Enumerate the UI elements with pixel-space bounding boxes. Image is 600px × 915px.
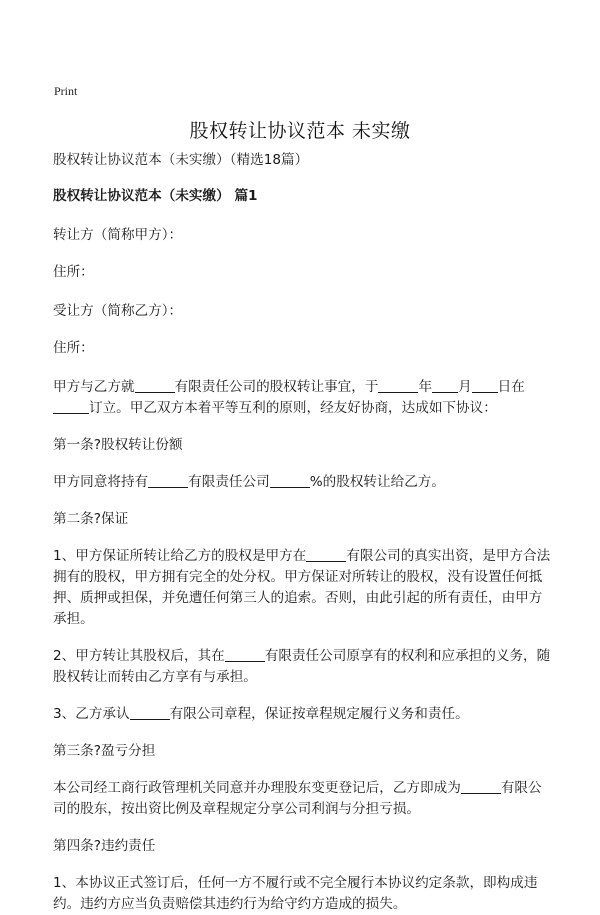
blank-day: [472, 377, 498, 393]
blank-place: [53, 398, 89, 414]
blank-year: [378, 377, 418, 393]
clause3-heading: 第三条?盈亏分担: [53, 743, 156, 759]
document-title: 股权转让协议范本 未实缴: [189, 120, 411, 142]
clause2-item3: 3、乙方承认 有限公司章程，保证按章程规定履行义务和责任。: [53, 706, 469, 722]
address-b-label: 住所：: [53, 340, 94, 356]
clause1-paragraph: 甲方同意将持有 有限责任公司 %的股权转让给乙方。: [53, 474, 445, 490]
clause1-heading: 第一条?股权转让份额: [53, 437, 183, 453]
intro-paragraph: 甲方与乙方就 有限责任公司的股权转让事宜，于 年 月 日在 订立。甲乙双方本着平等互利的原则，经友好协商，达成如下协议：: [53, 379, 525, 416]
clause3-paragraph: 本公司经工商行政管理机关同意并办理股东变更登记后，乙方即成为 有限公司的股东，按出资比例及章程规定分享公司利润与分担亏损。: [53, 780, 542, 817]
subtitle: 股权转让协议范本（未实缴）（精选18篇）: [53, 152, 309, 168]
clause2-item1: 1、甲方保证所转让给乙方的股权是甲方在 有限公司的真实出资，是甲方合法拥有的股权，甲方拥有完全的处分权。甲方保证对所转让的股权，没有设置任何抵押、质押或担保，并免遭任何第三人的追索。否则，由此引起的所有责任，由甲方承担。: [53, 548, 551, 627]
blank-company: [225, 646, 265, 662]
party-b-label: 受让方（简称乙方）：: [53, 303, 183, 319]
print-label[interactable]: Print: [54, 84, 78, 98]
blank-company: [461, 778, 501, 794]
clause2-item2: 2、甲方转让其股权后，其在 有限责任公司原享有的权利和应承担的义务，随股权转让而转由乙方享有与承担。: [53, 648, 551, 685]
article-heading: 股权转让协议范本（未实缴） 篇1: [53, 188, 258, 204]
blank-percent: [270, 472, 310, 488]
address-a-label: 住所：: [53, 264, 94, 280]
blank-company: [130, 704, 170, 720]
document-body: [53, 150, 553, 915]
clause4-item1: 1、本协议正式签订后，任何一方不履行或不完全履行本协议约定条款，即构成违约。违约方应当负责赔偿其违约行为给守约方造成的损失。: [53, 875, 538, 912]
blank-month: [432, 377, 458, 393]
party-a-label: 转让方（简称甲方）：: [53, 227, 183, 243]
blank-company: [135, 377, 175, 393]
clause4-heading: 第四条?违约责任: [53, 838, 156, 854]
blank-holding: [148, 472, 188, 488]
clause2-heading: 第二条?保证: [53, 511, 129, 527]
blank-company: [306, 546, 346, 562]
